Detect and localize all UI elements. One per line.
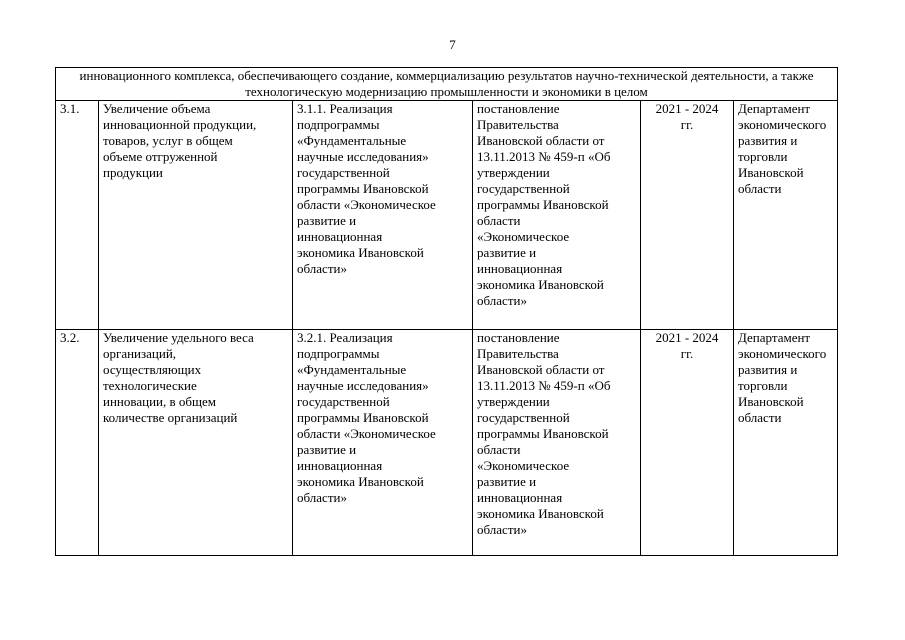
period-cell: 2021 - 2024 гг. xyxy=(641,330,734,556)
page-number: 7 xyxy=(449,37,456,52)
responsible-cell: Департамент экономического развития и торговли Ивановской области xyxy=(734,330,838,556)
responsible-cell: Департамент экономического развития и торговли Ивановской области xyxy=(734,101,838,330)
document-cell: постановление Правительства Ивановской области от 13.11.2013 № 459-п «Об утверждении государственной программы Ивановской области «Экономическое развитие и инновационная экономика Ивановской области» xyxy=(473,330,641,556)
measures-table xyxy=(55,67,838,556)
indicator-cell: Увеличение объема инновационной продукции, товаров, услуг в общем объеме отгруженной продукции xyxy=(99,101,293,330)
row-number: 3.1. xyxy=(56,101,99,330)
period-cell: 2021 - 2024 гг. xyxy=(641,101,734,330)
table-row xyxy=(56,101,838,330)
measure-cell: 3.2.1. Реализация подпрограммы «Фундаментальные научные исследования» государственной программы Ивановской области «Экономическое развитие и инновационная экономика Ивановской области» xyxy=(293,330,473,556)
section-header: инновационного комплекса, обеспечивающего создание, коммерциализацию результатов научно-технической деятельности, а также технологическую модернизацию промышленности и экономики в целом xyxy=(56,68,838,101)
table-row xyxy=(56,330,838,556)
indicator-cell: Увеличение удельного веса организаций, осуществляющих технологические инновации, в общем количестве организаций xyxy=(99,330,293,556)
table-header-row xyxy=(56,68,838,101)
measure-cell: 3.1.1. Реализация подпрограммы «Фундаментальные научные исследования» государственной программы Ивановской области «Экономическое развитие и инновационная экономика Ивановской области» xyxy=(293,101,473,330)
row-number: 3.2. xyxy=(56,330,99,556)
document-cell: постановление Правительства Ивановской области от 13.11.2013 № 459-п «Об утверждении государственной программы Ивановской области «Экономическое развитие и инновационная экономика Ивановской области» xyxy=(473,101,641,330)
